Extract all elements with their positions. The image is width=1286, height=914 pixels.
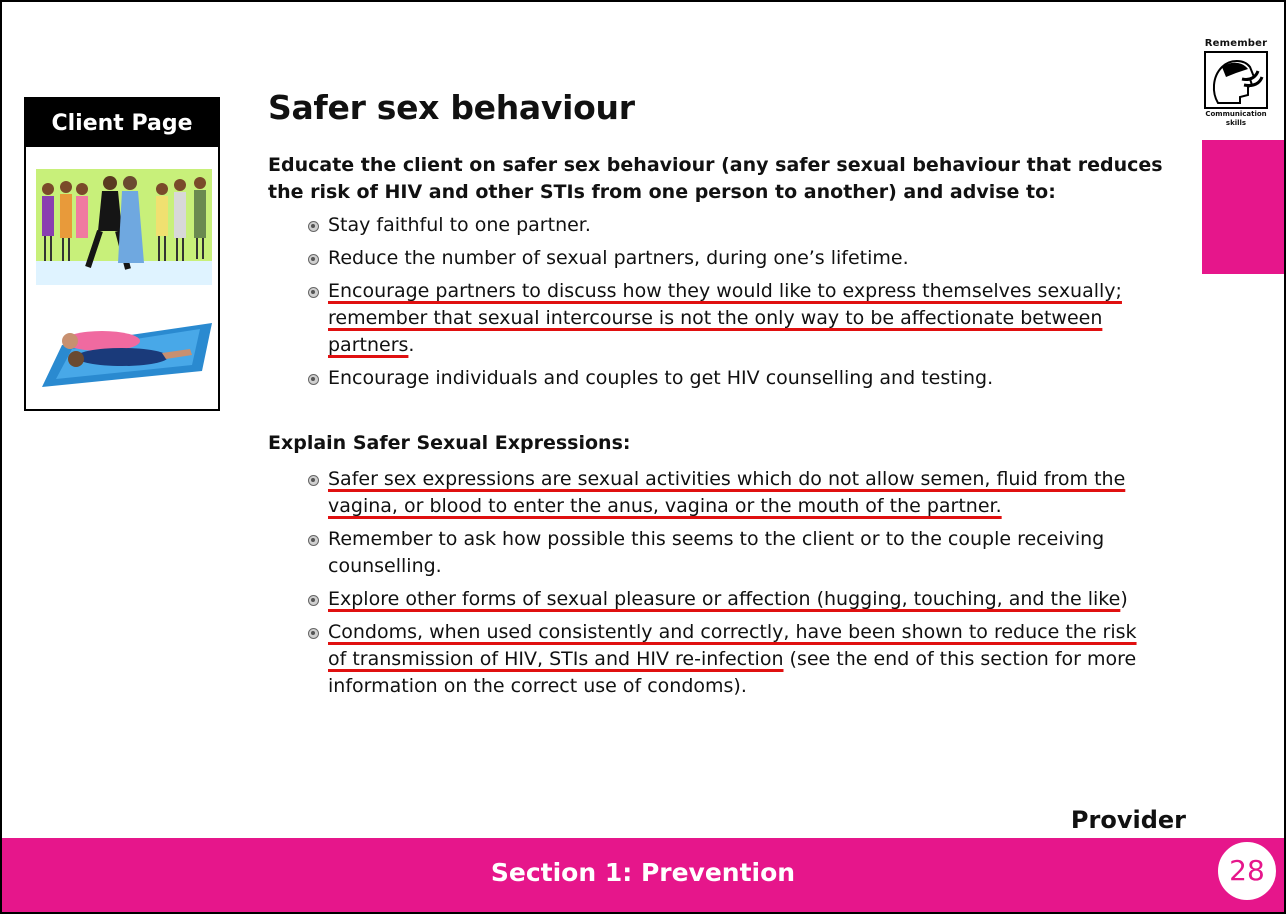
list-item: Explore other forms of sexual pleasure or affection (hugging, touching, and the like) [308, 586, 1148, 613]
intro-paragraph: Educate the client on safer sex behaviour (any safer sexual behaviour that reduces the risk of HIV and other STIs from one person to another) and advise to: [268, 154, 1163, 203]
list-item: Remember to ask how possible this seems to the client or to the couple receiving counselling. [308, 526, 1148, 580]
people-group-illustration [36, 169, 212, 285]
bullet-icon [308, 595, 319, 606]
remember-label: Remember [1204, 38, 1268, 49]
bullet-icon [308, 254, 319, 265]
communication-skills-label: Communication skills [1205, 110, 1267, 127]
list-item [308, 466, 1148, 520]
highlighted-text: Encourage partners to discuss how they would like to express themselves sexually; remember that sexual intercourse is not the only way to be affectionate between partners [328, 280, 1122, 356]
section-tab [1202, 140, 1286, 274]
client-page-card [24, 97, 220, 411]
highlighted-text: Safer sex expressions are sexual activities which do not allow semen, fluid from the vagina, or blood to enter the anus, vagina or the mouth of the partner. [328, 468, 1126, 517]
list-item: Encourage partners to discuss how they would like to express themselves sexually; remember that sexual intercourse is not the only way to be affectionate between partners. [308, 278, 1148, 359]
list-item: Condoms, when used consistently and correctly, have been shown to reduce the risk of transmission of HIV, STIs and HIV re-infection (see the end of this section for more information on the correct use of condoms). [308, 619, 1148, 700]
provider-label: Provider [1070, 806, 1186, 834]
highlighted-text: Condoms, when used consistently and correctly, have been shown to reduce the risk of transmission of HIV, STIs and HIV re-infection [328, 621, 1137, 670]
couple-lying-illustration [42, 315, 212, 393]
highlighted-text: Explore other forms of sexual pleasure or affection (hugging, touching, and the like [328, 588, 1121, 610]
bullet-icon [308, 628, 319, 639]
section-heading: Explain Safer Sexual Expressions: [268, 432, 631, 454]
head-silhouette-icon [1204, 51, 1268, 109]
list-item: Encourage individuals and couples to get HIV counselling and testing. [308, 365, 1148, 392]
expressions-list [268, 466, 1168, 706]
bullet-icon [308, 535, 319, 546]
bullet-icon [308, 475, 319, 486]
client-page-title: Client Page [26, 99, 218, 147]
page-title: Safer sex behaviour [268, 88, 635, 127]
remember-badge [1198, 38, 1274, 128]
list-item: Reduce the number of sexual partners, during one’s lifetime. [308, 245, 1148, 272]
section-title: Section 1: Prevention [490, 858, 796, 887]
list-item: Stay faithful to one partner. [308, 212, 1148, 239]
footer-bar [2, 838, 1284, 912]
page-number: 28 [1216, 840, 1278, 902]
bullet-icon [308, 374, 319, 385]
bullet-icon [308, 287, 319, 298]
advice-list [268, 212, 1168, 398]
bullet-icon [308, 221, 319, 232]
